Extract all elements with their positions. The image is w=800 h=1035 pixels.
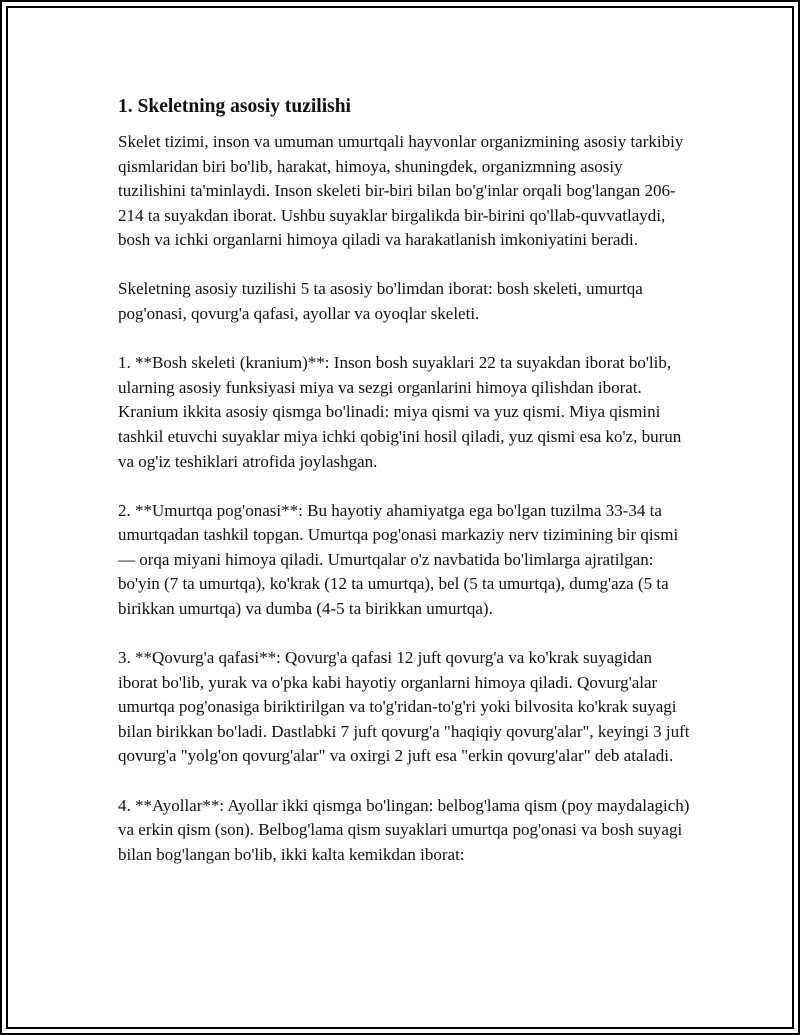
paragraph-ribcage: 3. **Qovurg'a qafasi**: Qovurg'a qafasi 12 juft qovurg'a va ko'krak suyagidan iborat bo'lib, yurak va o'pka kabi hayotiy organlarni himoya qiladi. Qovurg'alar umurtqa pog'onasiga biriktirilgan va to'g'ridan-to'g'ri yoki bilvosita ko'krak suyagi bilan birikkan bo'ladi. Dastlabki 7 juft qovurg'a "haqiqiy qovurg'alar", keyingi 3 juft qovurg'a "yolg'on qovurg'alar" va oxirgi 2 juft esa "erkin qovurg'alar" deb ataladi.: [118, 648, 690, 766]
paragraph-limbs: 4. **Ayollar**: Ayollar ikki qismga bo'lingan: belbog'lama qism (poy maydalagich) va erkin qism (son). Belbog'lama qism suyaklari umurtqa pog'onasi va bosh suyagi bilan bog'langan bo'lib, ikki kalta kemikdan iborat:: [118, 795, 690, 864]
section-heading: 1. Skeletning asosiy tuzilishi: [118, 96, 351, 117]
paragraph-intro: Skelet tizimi, inson va umuman umurtqali hayvonlar organizmining asosiy tarkibiy qismlaridan biri bo'lib, harakat, himoya, shuningdek, organizmning asosiy tuzilishini ta'minlaydi. Inson skeleti bir-biri bilan bo'g'inlar orqali bog'langan 206-214 ta suyakdan iborat. Ushbu suyaklar birgalikda bir-birini qo'llab-quvvatlaydi, bosh va ichki organlarni himoya qiladi va harakatlanish imkoniyatini beradi.: [118, 132, 684, 250]
paragraph-skull: 1. **Bosh skeleti (kranium)**: Inson bosh suyaklari 22 ta suyakdan iborat bo'lib, ularning asosiy funksiyasi miya va sezgi organlarini himoya qilishdan iborat. Kranium ikkita asosiy qismga bo'linadi: miya qismi va yuz qismi. Miya qismini tashkil etuvchi suyaklar miya ichki qobig'ini hosil qiladi, yuz qismi esa ko'z, burun va og'iz teshiklari atrofida joylashgan.: [118, 353, 682, 471]
paragraph-overview: Skeletning asosiy tuzilishi 5 ta asosiy bo'limdan iborat: bosh skeleti, umurtqa pog'onasi, qovurg'a qafasi, ayollar va oyoqlar skeleti.: [118, 279, 643, 324]
document-body: [118, 94, 690, 892]
paragraph-spine: 2. **Umurtqa pog'onasi**: Bu hayotiy ahamiyatga ega bo'lgan tuzilma 33-34 ta umurtqadan tashkil topgan. Umurtqa pog'onasi markaziy nerv tizimining bir qismi — orqa miyani himoya qiladi. Umurtqalar o'z navbatida bo'limlarga ajratilgan: bo'yin (7 ta umurtqa), ko'krak (12 ta umurtqa), bel (5 ta umurtqa), dumg'aza (5 ta birikkan umurtqa) va dumba (4-5 ta birikkan umurtqa).: [118, 500, 679, 618]
